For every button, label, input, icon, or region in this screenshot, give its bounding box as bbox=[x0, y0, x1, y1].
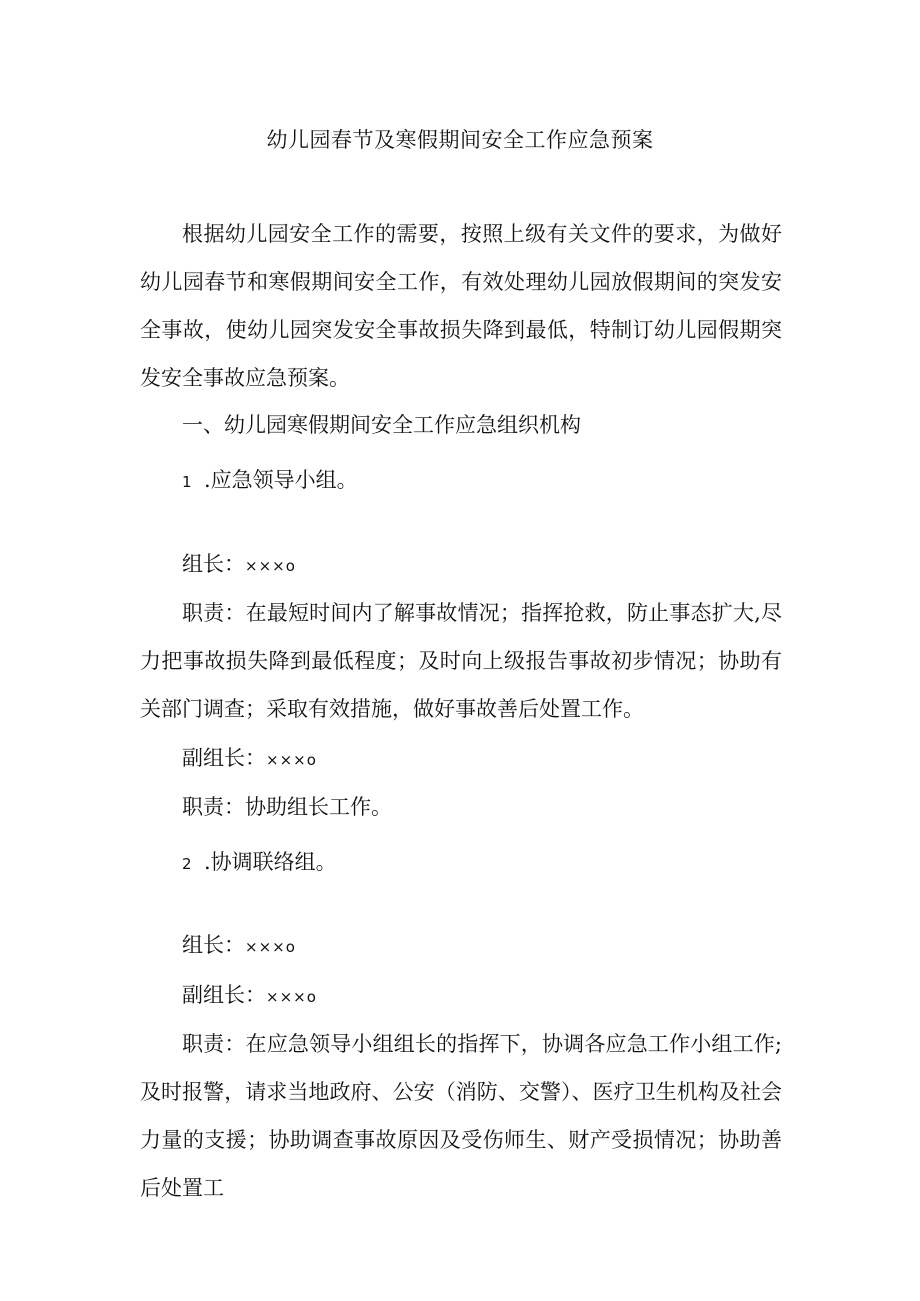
group1-number: 1 bbox=[182, 473, 192, 491]
group1-leader-label: 组长： bbox=[182, 552, 245, 576]
group2-duty: 职责：在应急领导小组组长的指挥下，协调各应急工作小组工作;及时报警，请求当地政府、公安（消防、交警）、医疗卫生机构及社会力量的支援；协助调查事故原因及受伤师生、财产受损情况；协助善后处置工 bbox=[140, 1032, 782, 1200]
document-title: 幼儿园春节及寒假期间安全工作应急预案 bbox=[266, 128, 654, 152]
group2-leader bbox=[182, 921, 296, 971]
group1-leader-value: ×××o bbox=[245, 557, 296, 575]
group2-deputy-value: ×××o bbox=[266, 988, 317, 1006]
group2-deputy bbox=[182, 971, 317, 1021]
group2-title: .协调联络组。 bbox=[204, 850, 337, 874]
group2-leader-value: ×××o bbox=[245, 938, 296, 956]
group1-duty: 职责：在最短时间内了解事故情况；指挥抢救，防止事态扩大,尽力把事故损失降到最低程度；及时向上级报告事故初步情况；协助有关部门调查；采取有效措施，做好事故善后处置工作。 bbox=[140, 601, 782, 721]
group1-deputy-value: ×××o bbox=[266, 751, 317, 769]
group2-leader-label: 组长： bbox=[182, 933, 245, 957]
group1-deputy bbox=[182, 734, 317, 784]
group2-deputy-label: 副组长： bbox=[182, 983, 266, 1007]
group2-number: 2 bbox=[182, 855, 192, 873]
group1-deputy-duty: 职责：协助组长工作。 bbox=[182, 795, 392, 819]
group1-heading bbox=[182, 456, 358, 506]
group1-deputy-label: 副组长： bbox=[182, 746, 266, 770]
intro-paragraph: 根据幼儿园安全工作的需要，按照上级有关文件的要求，为做好幼儿园春节和寒假期间安全工作，有效处理幼儿园放假期间的突发安全事故，使幼儿园突发安全事故损失降到最低，特制订幼儿园假期突发安全事故应急预案。 bbox=[140, 222, 782, 390]
section-heading: 一、幼儿园寒假期间安全工作应急组织机构 bbox=[182, 413, 581, 437]
group1-title: .应急领导小组。 bbox=[204, 468, 358, 492]
group2-heading bbox=[182, 838, 337, 888]
group1-leader bbox=[182, 540, 296, 590]
